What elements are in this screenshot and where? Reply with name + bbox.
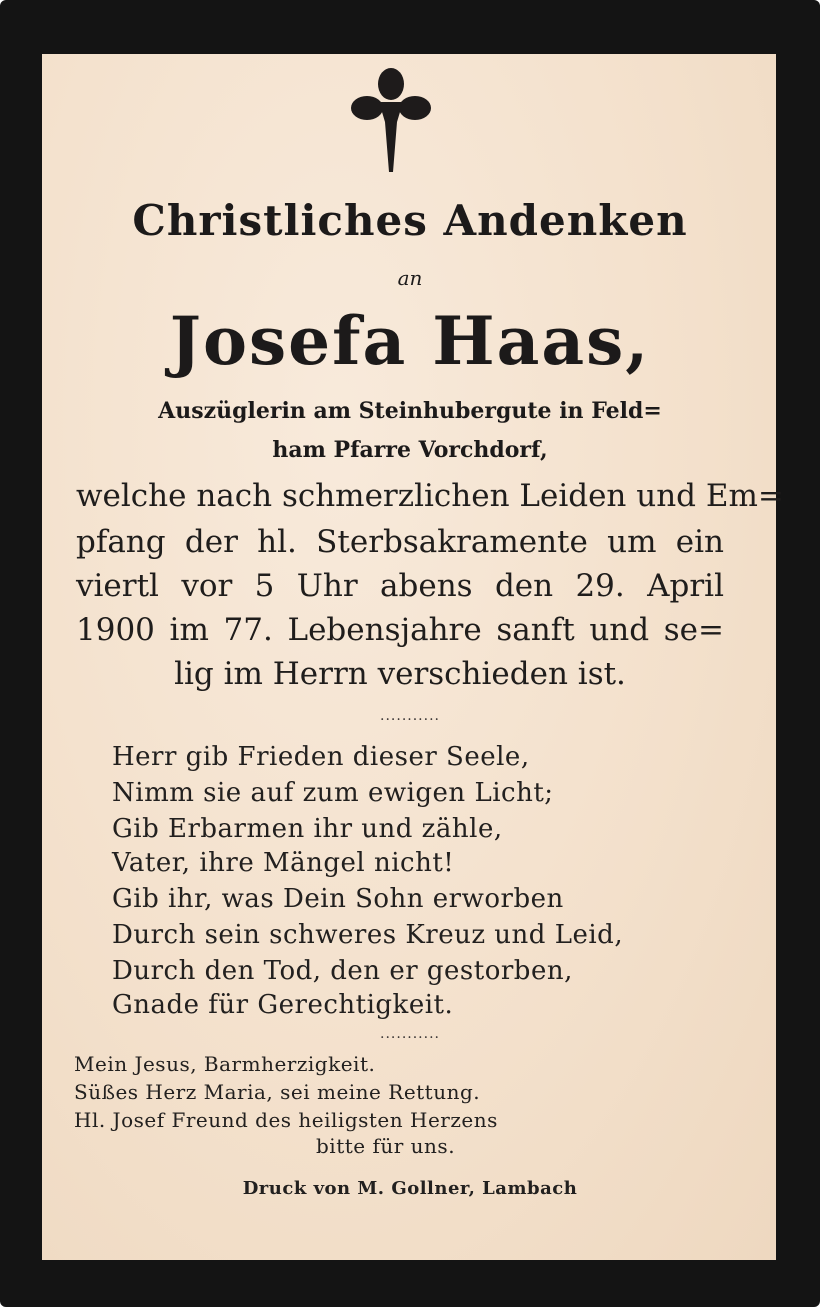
verse-line: Gnade für Gerechtigkeit.	[112, 990, 454, 1020]
prayer-line: Hl. Josef Freund des heiligsten Herzens	[74, 1108, 498, 1132]
body-line: welche nach schmerzlichen Leiden und Em=	[76, 478, 784, 514]
verse-line: Nimm sie auf zum ewigen Licht;	[112, 778, 554, 808]
body-line: 1900 im 77. Lebensjahre sanft und se=	[76, 612, 724, 648]
verse-line: Herr gib Frieden dieser Seele,	[112, 742, 530, 772]
card-title: Christliches Andenken	[132, 196, 688, 245]
body-line: pfang der hl. Sterbsakramente um ein	[76, 524, 724, 560]
preposition: an	[397, 266, 423, 290]
verse-line: Durch sein schweres Kreuz und Leid,	[112, 920, 624, 950]
prayer-line: bitte für uns.	[316, 1134, 456, 1158]
divider: ...........	[380, 708, 440, 724]
occupation-line-1: Auszüglerin am Steinhubergute in Feld=	[158, 398, 662, 424]
printer-credit: Druck von M. Gollner, Lambach	[242, 1178, 578, 1199]
cross-icon	[349, 62, 433, 178]
verse-line: Gib ihr, was Dein Sohn erworben	[112, 884, 564, 914]
occupation-line-2: ham Pfarre Vorchdorf,	[272, 437, 548, 463]
body-line: viertl vor 5 Uhr abens den 29. April	[76, 568, 724, 604]
divider: ...........	[380, 1026, 440, 1042]
prayer-line: Mein Jesus, Barmherzigkeit.	[74, 1052, 376, 1076]
verse-line: Gib Erbarmen ihr und zähle,	[112, 814, 503, 844]
prayer-line: Süßes Herz Maria, sei meine Rettung.	[74, 1080, 481, 1104]
body-line: lig im Herrn verschieden ist.	[174, 656, 626, 692]
deceased-name: Josefa Haas,	[169, 302, 651, 380]
verse-line: Durch den Tod, den er gestorben,	[112, 956, 573, 986]
verse-line: Vater, ihre Mängel nicht!	[112, 848, 455, 878]
